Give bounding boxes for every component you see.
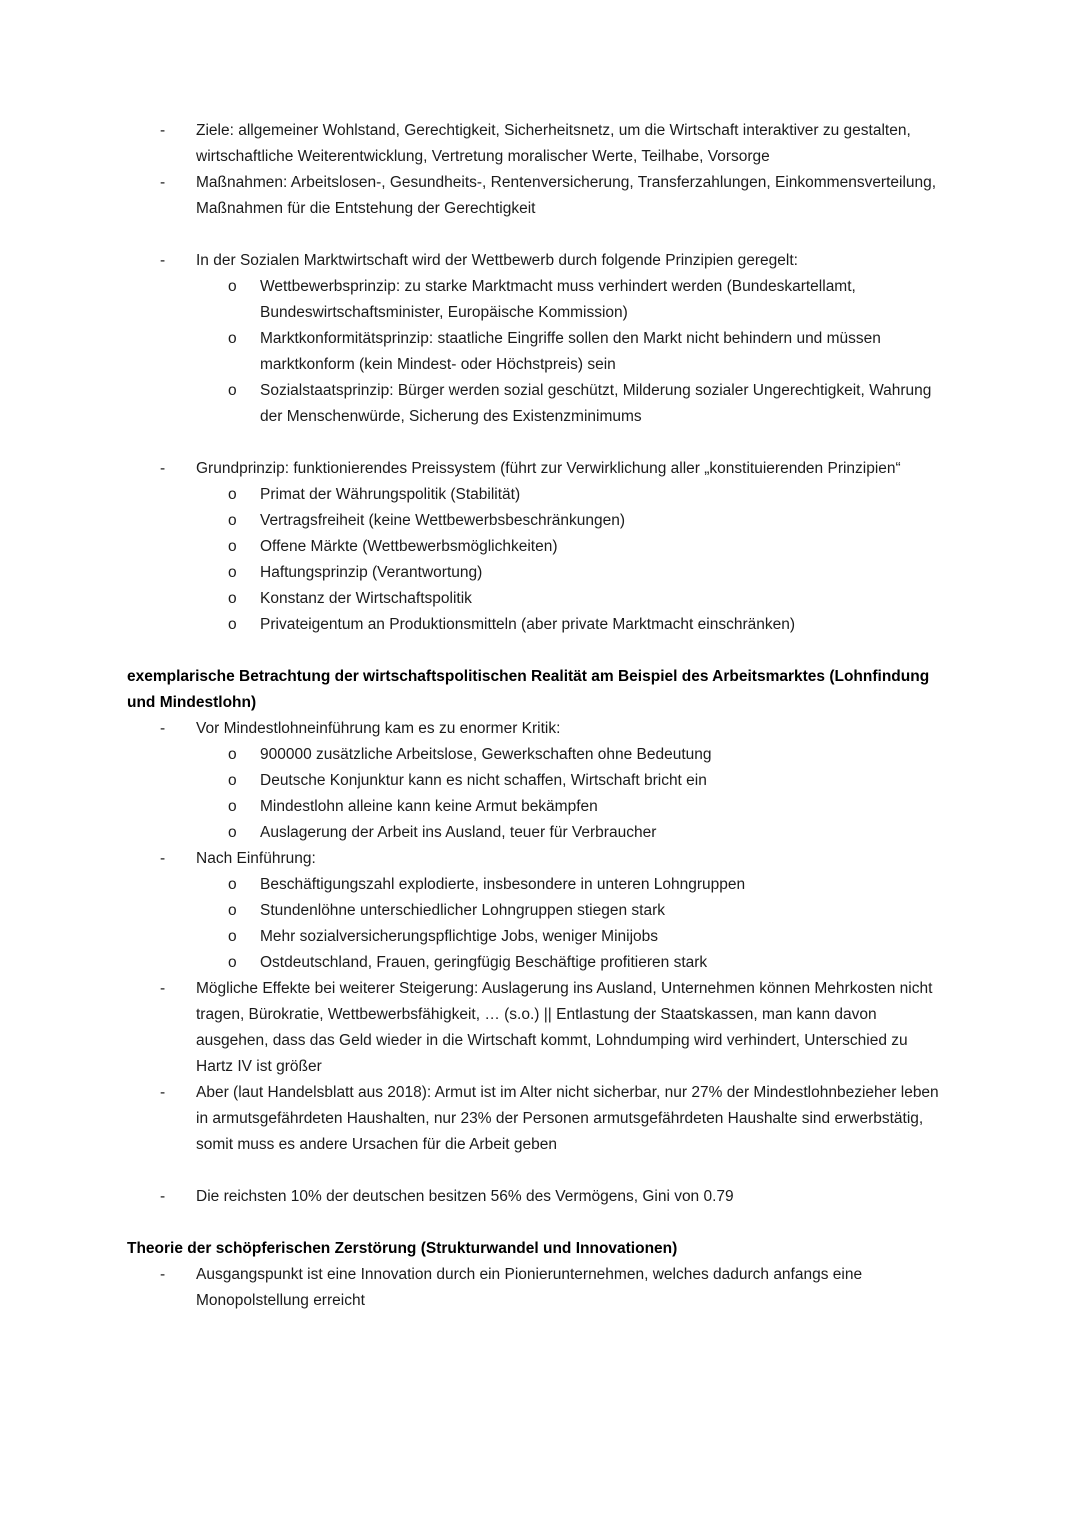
list-item bbox=[127, 924, 945, 950]
list-item bbox=[127, 846, 945, 872]
blank-line bbox=[127, 1210, 945, 1236]
circle-bullet: o bbox=[228, 512, 237, 529]
blank-line bbox=[127, 638, 945, 664]
list-item bbox=[127, 898, 945, 924]
circle-bullet: o bbox=[228, 746, 237, 763]
dash-bullet: - bbox=[160, 1188, 166, 1205]
list-item bbox=[127, 118, 945, 170]
blank-line bbox=[127, 430, 945, 456]
list-item bbox=[127, 534, 945, 560]
list-item bbox=[127, 248, 945, 274]
list-item-text: Wettbewerbsprinzip: zu starke Marktmacht muss verhindert werden (Bundeskartellamt, Bundeswirtschaftsminister, Europäische Kommission) bbox=[260, 278, 856, 321]
list-item-text: Nach Einführung: bbox=[196, 850, 316, 867]
list-item-text: Mehr sozialversicherungspflichtige Jobs, weniger Minijobs bbox=[260, 928, 659, 945]
list-item bbox=[127, 508, 945, 534]
list-item-text: Konstanz der Wirtschaftspolitik bbox=[260, 590, 472, 607]
list-item-text: Deutsche Konjunktur kann es nicht schaffen, Wirtschaft bricht ein bbox=[260, 772, 707, 789]
dash-bullet: - bbox=[160, 1266, 166, 1283]
circle-bullet: o bbox=[228, 772, 237, 789]
circle-bullet: o bbox=[228, 954, 237, 971]
list-item bbox=[127, 612, 945, 638]
list-item-text: Ausgangspunkt ist eine Innovation durch ein Pionierunternehmen, welches dadurch anfangs eine Monopolstellung erreicht bbox=[196, 1266, 863, 1309]
list-item-text: Offene Märkte (Wettbewerbsmöglichkeiten) bbox=[260, 538, 558, 555]
blank-line bbox=[127, 1158, 945, 1184]
list-item bbox=[127, 950, 945, 976]
list-item-text: Ostdeutschland, Frauen, geringfügig Beschäftige profitieren stark bbox=[260, 954, 708, 971]
list-item-text: Aber (laut Handelsblatt aus 2018): Armut ist im Alter nicht sicherbar, nur 27% der Mindestlohnbezieher leben in armutsgefährdeten Haushalten, nur 23% der Personen armutsgefährdeten Haushalte sind erwerbstätig, somit muss es andere Ursachen für die Arbeit geben bbox=[196, 1084, 939, 1153]
list-item bbox=[127, 1080, 945, 1158]
list-item bbox=[127, 872, 945, 898]
list-item-text: In der Sozialen Marktwirtschaft wird der Wettbewerb durch folgende Prinzipien geregelt: bbox=[196, 252, 798, 269]
list-item-text: Mindestlohn alleine kann keine Armut bekämpfen bbox=[260, 798, 598, 815]
circle-bullet: o bbox=[228, 590, 237, 607]
section-heading: exemplarische Betrachtung der wirtschaftspolitischen Realität am Beispiel des Arbeitsmarktes (Lohnfindung und Mindestlohn) bbox=[127, 668, 930, 711]
circle-bullet: o bbox=[228, 538, 237, 555]
circle-bullet: o bbox=[228, 798, 237, 815]
list-item-text: Grundprinzip: funktionierendes Preissystem (führt zur Verwirklichung aller „konstituierenden Prinzipien“ bbox=[196, 460, 901, 477]
dash-bullet: - bbox=[160, 980, 166, 997]
list-item-text: Beschäftigungszahl explodierte, insbesondere in unteren Lohngruppen bbox=[260, 876, 746, 893]
list-item-text: Marktkonformitätsprinzip: staatliche Eingriffe sollen den Markt nicht behindern und müssen marktkonform (kein Mindest- oder Höchstpreis) sein bbox=[260, 330, 881, 373]
circle-bullet: o bbox=[228, 564, 237, 581]
dash-bullet: - bbox=[160, 850, 166, 867]
list-item-text: Auslagerung der Arbeit ins Ausland, teuer für Verbraucher bbox=[260, 824, 657, 841]
list-item bbox=[127, 586, 945, 612]
list-item bbox=[127, 1262, 945, 1314]
list-item bbox=[127, 976, 945, 1080]
circle-bullet: o bbox=[228, 382, 237, 399]
list-item-text: Privateigentum an Produktionsmitteln (aber private Marktmacht einschränken) bbox=[260, 616, 795, 633]
list-item bbox=[127, 378, 945, 430]
blank-line bbox=[127, 222, 945, 248]
dash-bullet: - bbox=[160, 174, 166, 191]
list-item bbox=[127, 768, 945, 794]
circle-bullet: o bbox=[228, 928, 237, 945]
list-item bbox=[127, 560, 945, 586]
section-heading: Theorie der schöpferischen Zerstörung (Strukturwandel und Innovationen) bbox=[127, 1240, 678, 1257]
dash-bullet: - bbox=[160, 252, 166, 269]
dash-bullet: - bbox=[160, 1084, 166, 1101]
list-item-text: Vor Mindestlohneinführung kam es zu enormer Kritik: bbox=[196, 720, 561, 737]
circle-bullet: o bbox=[228, 824, 237, 841]
list-item-text: Maßnahmen: Arbeitslosen-, Gesundheits-, Rentenversicherung, Transferzahlungen, Einkommensverteilung, Maßnahmen für die Entstehung der Gerechtigkeit bbox=[196, 174, 937, 217]
list-item-text: Mögliche Effekte bei weiterer Steigerung: Auslagerung ins Ausland, Unternehmen können Mehrkosten nicht tragen, Bürokratie, Wettbewerbsfähigkeit, … (s.o.) || Entlastung der Staatskassen, man kann davon ausgehen, dass das Geld wieder in die Wirtschaft kommt, Lohndumping wird verhindert, Unterschied zu Hartz IV ist größer bbox=[196, 980, 933, 1075]
list-item bbox=[127, 274, 945, 326]
circle-bullet: o bbox=[228, 616, 237, 633]
list-item-text: Stundenlöhne unterschiedlicher Lohngruppen stiegen stark bbox=[260, 902, 666, 919]
list-item bbox=[127, 716, 945, 742]
circle-bullet: o bbox=[228, 330, 237, 347]
dash-bullet: - bbox=[160, 122, 166, 139]
list-item bbox=[127, 326, 945, 378]
list-item-text: Ziele: allgemeiner Wohlstand, Gerechtigkeit, Sicherheitsnetz, um die Wirtschaft interaktiver zu gestalten, wirtschaftliche Weiterentwicklung, Vertretung moralischer Werte, Teilhabe, Vorsorge bbox=[196, 122, 911, 165]
list-item bbox=[127, 742, 945, 768]
list-item-text: Vertragsfreiheit (keine Wettbewerbsbeschränkungen) bbox=[260, 512, 626, 529]
list-item-text: Die reichsten 10% der deutschen besitzen 56% des Vermögens, Gini von 0.79 bbox=[196, 1188, 734, 1205]
dash-bullet: - bbox=[160, 720, 166, 737]
list-item-text: Sozialstaatsprinzip: Bürger werden sozial geschützt, Milderung sozialer Ungerechtigkeit, Wahrung der Menschenwürde, Sicherung des Existenzminimums bbox=[260, 382, 932, 425]
list-item bbox=[127, 794, 945, 820]
circle-bullet: o bbox=[228, 902, 237, 919]
list-item bbox=[127, 482, 945, 508]
list-item-text: 900000 zusätzliche Arbeitslose, Gewerkschaften ohne Bedeutung bbox=[260, 746, 712, 763]
list-item-text: Haftungsprinzip (Verantwortung) bbox=[260, 564, 483, 581]
circle-bullet: o bbox=[228, 876, 237, 893]
circle-bullet: o bbox=[228, 486, 237, 503]
circle-bullet: o bbox=[228, 278, 237, 295]
dash-bullet: - bbox=[160, 460, 166, 477]
list-item bbox=[127, 456, 945, 482]
list-item bbox=[127, 1184, 945, 1210]
list-item bbox=[127, 820, 945, 846]
list-item-text: Primat der Währungspolitik (Stabilität) bbox=[260, 486, 521, 503]
list-item bbox=[127, 170, 945, 222]
